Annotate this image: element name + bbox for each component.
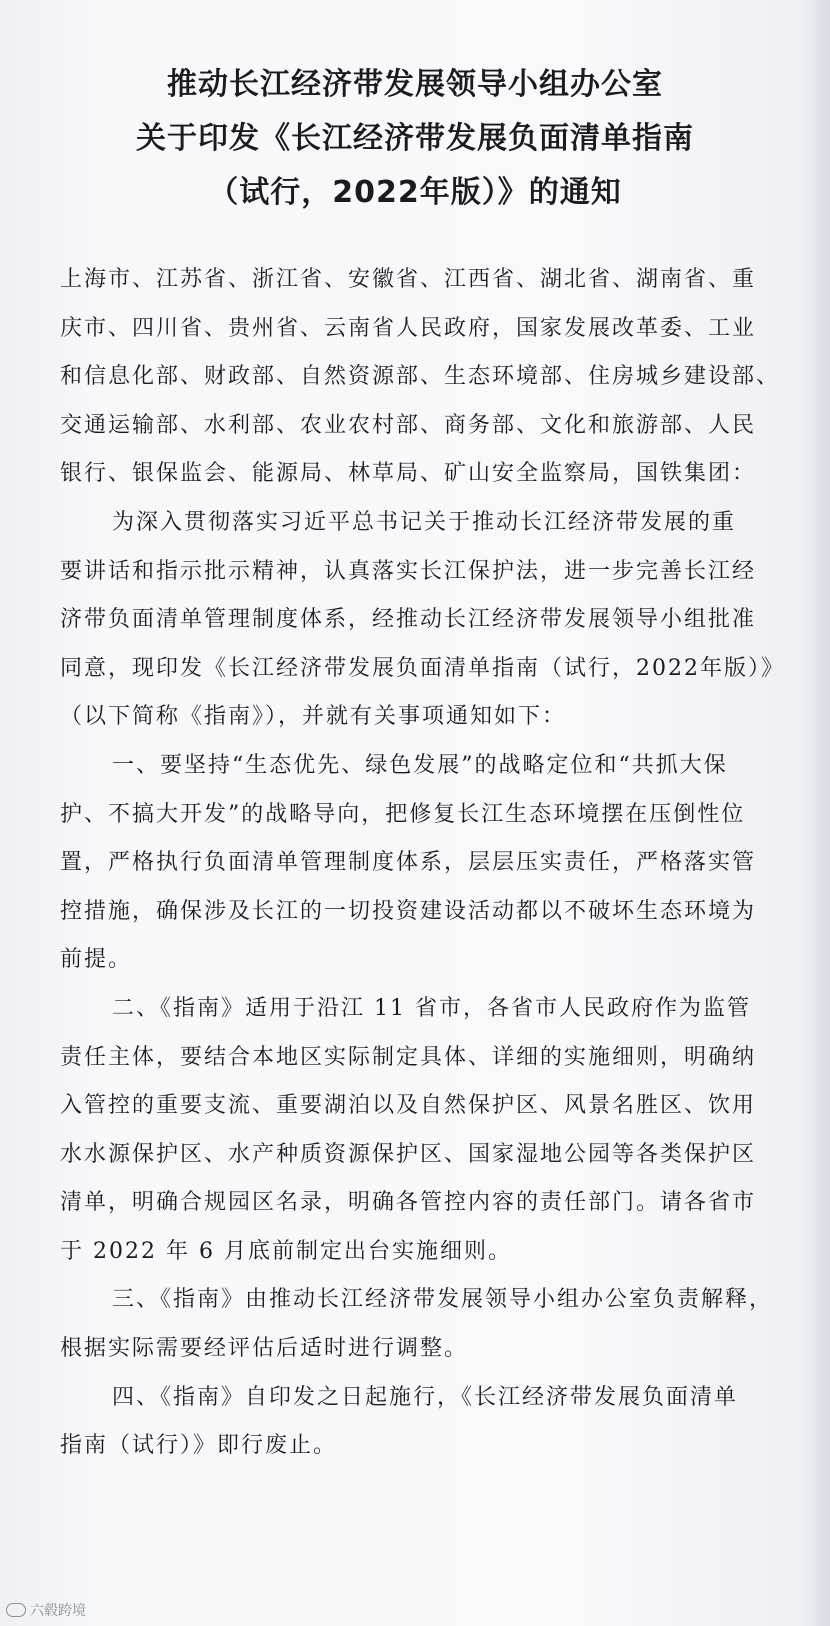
paragraph-line: 四、《指南》自印发之日起施行，《长江经济带发展负面清单 (112, 1384, 739, 1410)
paragraph-line: 要讲话和指示批示精神，认真落实长江保护法，进一步完善长江经 (60, 558, 757, 584)
item-3-paragraph (60, 1276, 774, 1373)
paragraph-line: 二、《指南》适用于沿江 11 省市，各省市人民政府作为监管 (112, 995, 751, 1021)
paragraph-line: 清单，明确合规园区名录，明确各管控内容的责任部门。请各省市 (60, 1190, 757, 1216)
title-line-3: （试行，2022年版）》的通知 (208, 175, 622, 210)
addressee-line: 和信息化部、财政部、自然资源部、生态环境部、住房城乡建设部、 (60, 364, 781, 390)
watermark-logo-icon (6, 1603, 26, 1617)
paragraph-line: 指南（试行）》即行废止。 (60, 1433, 338, 1459)
addressee-line: 庆市、四川省、贵州省、云南省人民政府，国家发展改革委、工业 (60, 315, 757, 341)
watermark-text: 六毂跨境 (30, 1603, 86, 1619)
paragraph-line: 三、《指南》由推动长江经济带发展领导小组办公室负责解释， (112, 1287, 774, 1313)
watermark (6, 1600, 86, 1620)
title-line-2: 关于印发《长江经济带发展负面清单指南 (136, 121, 694, 156)
addressee-line: 上海市、江苏省、浙江省、安徽省、江西省、湖北省、湖南省、重 (60, 267, 757, 292)
document-title (0, 58, 830, 220)
paragraph-line: 责任主体，要结合本地区实际制定具体、详细的实施细则，明确纳 (60, 1044, 757, 1070)
document-body (60, 256, 785, 1471)
paragraph-line: 于 2022 年 6 月底前制定出台实施细则。 (60, 1238, 512, 1264)
addressee-block (60, 256, 781, 499)
item-1-paragraph (60, 742, 768, 985)
addressee-line: 交通运输部、水利部、农业农村部、商务部、文化和旅游部、人民 (60, 412, 757, 438)
page-edge-shadow (804, 0, 830, 1626)
paragraph-line: （以下简称《指南》），并就有关事项通知如下： (60, 704, 567, 730)
item-2-paragraph (60, 985, 768, 1277)
paragraph-line: 水水源保护区、水产种质资源保护区、国家湿地公园等各类保护区 (60, 1141, 757, 1167)
paragraph-line: 护、不搞大开发”的战略导向，把修复长江生态环境摆在压倒性位 (60, 801, 746, 827)
paragraph-line: 前提。 (60, 947, 133, 973)
paragraph-line: 入管控的重要支流、重要湖泊以及自然保护区、风景名胜区、饮用 (60, 1093, 757, 1119)
paragraph-line: 一、要坚持“生态优先、绿色发展”的战略定位和“共抓大保 (112, 752, 728, 778)
title-line-1: 推动长江经济带发展领导小组办公室 (167, 67, 663, 102)
intro-paragraph (60, 499, 785, 742)
paragraph-line: 置，严格执行负面清单管理制度体系，层层压实责任，严格落实管 (60, 850, 757, 876)
paragraph-line: 济带负面清单管理制度体系，经推动长江经济带发展领导小组批准 (60, 607, 757, 633)
paragraph-line: 为深入贯彻落实习近平总书记关于推动长江经济带发展的重 (112, 509, 737, 535)
paragraph-line: 根据实际需要经评估后适时进行调整。 (60, 1336, 469, 1362)
addressee-line: 银行、银保监会、能源局、林草局、矿山安全监察局，国铁集团： (60, 461, 757, 487)
paragraph-line: 同意，现印发《长江经济带发展负面清单指南（试行，2022年版）》 (60, 655, 785, 681)
paragraph-line: 控措施，确保涉及长江的一切投资建设活动都以不破坏生态环境为 (60, 898, 757, 924)
item-4-paragraph (60, 1374, 768, 1471)
